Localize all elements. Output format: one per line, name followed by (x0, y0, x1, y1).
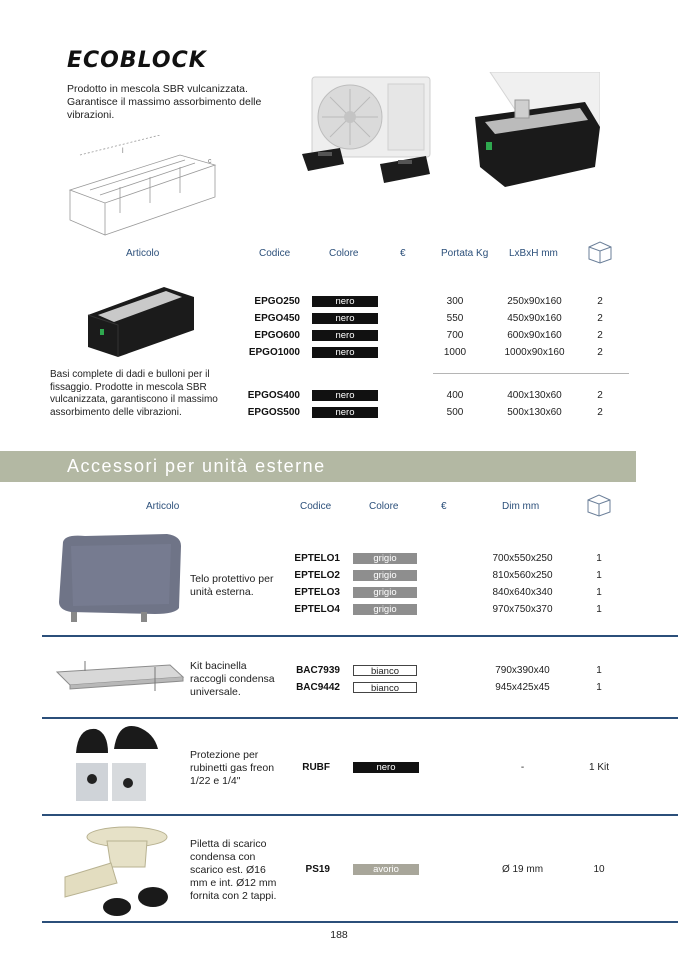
ecoblock-s-description: Basi complete di dadi e bulloni per il fissaggio. Prodotte in mescola SBR vulcanizzata, garantiscono il massimo assorbimento delle vibrazioni. (50, 369, 218, 418)
drain-fitting-image (55, 823, 185, 923)
protective-cover-image (55, 532, 185, 624)
rubf-code: RUBF (302, 762, 330, 773)
product-code: EPGO600 (254, 330, 300, 341)
header-dimensions: LxBxH mm (509, 248, 558, 259)
package-quantity: 2 (597, 407, 603, 418)
valve-protection-image (74, 723, 164, 803)
product-code: EPTELO3 (294, 587, 340, 598)
package-quantity: 2 (597, 296, 603, 307)
color-chip: grigio (353, 570, 417, 581)
dimensions: 450x90x160 (507, 313, 562, 324)
header-portata: Portata Kg (441, 248, 489, 259)
load-capacity: 300 (446, 296, 464, 307)
acc-header-colore: Colore (369, 501, 399, 512)
telo-description: Telo protettivo per unità esterna. (190, 573, 274, 598)
package-quantity: 1 (596, 682, 602, 693)
product-code: EPGO1000 (248, 347, 300, 358)
package-quantity: 1 (596, 587, 602, 598)
dimensions: 945x425x45 (495, 682, 550, 693)
ps19-dimensions: Ø 19 mm (501, 864, 544, 875)
product-title: ECOBLOCK (67, 48, 207, 73)
dimensions: 600x90x160 (507, 330, 562, 341)
rubf-dimensions: - (520, 762, 525, 773)
load-capacity: 550 (446, 313, 464, 324)
color-chip: nero (312, 407, 378, 418)
header-colore: Colore (329, 248, 359, 259)
section-title: Accessori per unità esterne (67, 456, 326, 476)
dimensions: 790x390x40 (495, 665, 550, 676)
color-chip: nero (312, 313, 378, 324)
product-code: EPGO450 (254, 313, 300, 324)
color-chip: bianco (353, 665, 417, 676)
acc-header-codice: Codice (300, 501, 332, 512)
dimensions: 700x550x250 (492, 553, 553, 564)
package-box-icon (587, 240, 613, 264)
product-code: EPTELO2 (294, 570, 340, 581)
package-quantity: 1 (596, 665, 602, 676)
header-articolo: Articolo (126, 248, 160, 259)
group-divider (433, 373, 629, 374)
package-quantity: 1 (596, 553, 602, 564)
color-chip: grigio (353, 587, 417, 598)
section-divider (42, 717, 678, 719)
technical-drawing-image (60, 135, 225, 245)
color-chip: nero (312, 330, 378, 341)
acc-header-dimensions: Dim mm (502, 501, 540, 512)
rubf-description: Protezione per rubinetti gas freon 1/22 e 1/4" (190, 749, 275, 787)
dimensions: 500x130x60 (507, 407, 562, 418)
package-box-icon (586, 493, 612, 517)
dimensions: 400x130x60 (507, 390, 562, 401)
bacinella-description: Kit bacinella raccogli condensa universale. (190, 660, 275, 698)
color-chip: bianco (353, 682, 417, 693)
product-code: EPTELO1 (294, 553, 340, 564)
product-intro: Prodotto in mescola SBR vulcanizzata. Garantisce il massimo assorbimento delle vibrazioni. (67, 83, 262, 121)
dimensions: 1000x90x160 (504, 347, 565, 358)
ac-unit-on-blocks-image (300, 72, 440, 187)
color-chip: nero (312, 296, 378, 307)
dimensions: 250x90x160 (507, 296, 562, 307)
ps19-description: Piletta di scarico condensa con scarico est. Ø16 mm e int. Ø12 mm fornita con 2 tappi. (190, 838, 277, 902)
dimensions: 810x560x250 (492, 570, 553, 581)
package-quantity: 2 (597, 313, 603, 324)
load-capacity: 700 (446, 330, 464, 341)
block-closeup-image (470, 72, 600, 192)
ps19-code: PS19 (305, 864, 330, 875)
ecoblock-base-image (86, 285, 198, 360)
section-divider (42, 921, 678, 923)
product-code: EPGOS500 (247, 407, 300, 418)
package-quantity: 2 (597, 330, 603, 341)
product-code: EPTELO4 (294, 604, 340, 615)
product-code: EPGO250 (254, 296, 300, 307)
dimensions: 840x640x340 (492, 587, 553, 598)
package-quantity: 2 (597, 390, 603, 401)
ps19-quantity: 10 (593, 864, 605, 875)
color-chip: grigio (353, 604, 417, 615)
acc-header-price: € (441, 501, 447, 512)
load-capacity: 1000 (443, 347, 467, 358)
color-chip: grigio (353, 553, 417, 564)
header-price: € (400, 248, 406, 259)
package-quantity: 2 (597, 347, 603, 358)
dimensions: 970x750x370 (492, 604, 553, 615)
section-divider (42, 814, 678, 816)
color-chip: nero (312, 390, 378, 401)
condensate-tray-image (55, 657, 185, 692)
section-divider (42, 635, 678, 637)
acc-header-articolo: Articolo (146, 501, 180, 512)
product-code: BAC9442 (296, 682, 340, 693)
load-capacity: 400 (446, 390, 464, 401)
svg-text:l: l (122, 148, 124, 155)
color-chip: nero (312, 347, 378, 358)
ps19-color-chip: avorio (353, 864, 419, 875)
svg-text:c: c (208, 158, 212, 165)
rubf-color-chip: nero (353, 762, 419, 773)
rubf-quantity: 1 Kit (588, 762, 609, 773)
page-number: 188 (330, 929, 348, 941)
product-code: EPGOS400 (247, 390, 300, 401)
load-capacity: 500 (446, 407, 464, 418)
package-quantity: 1 (596, 604, 602, 615)
product-code: BAC7939 (296, 665, 340, 676)
header-codice: Codice (259, 248, 291, 259)
package-quantity: 1 (596, 570, 602, 581)
